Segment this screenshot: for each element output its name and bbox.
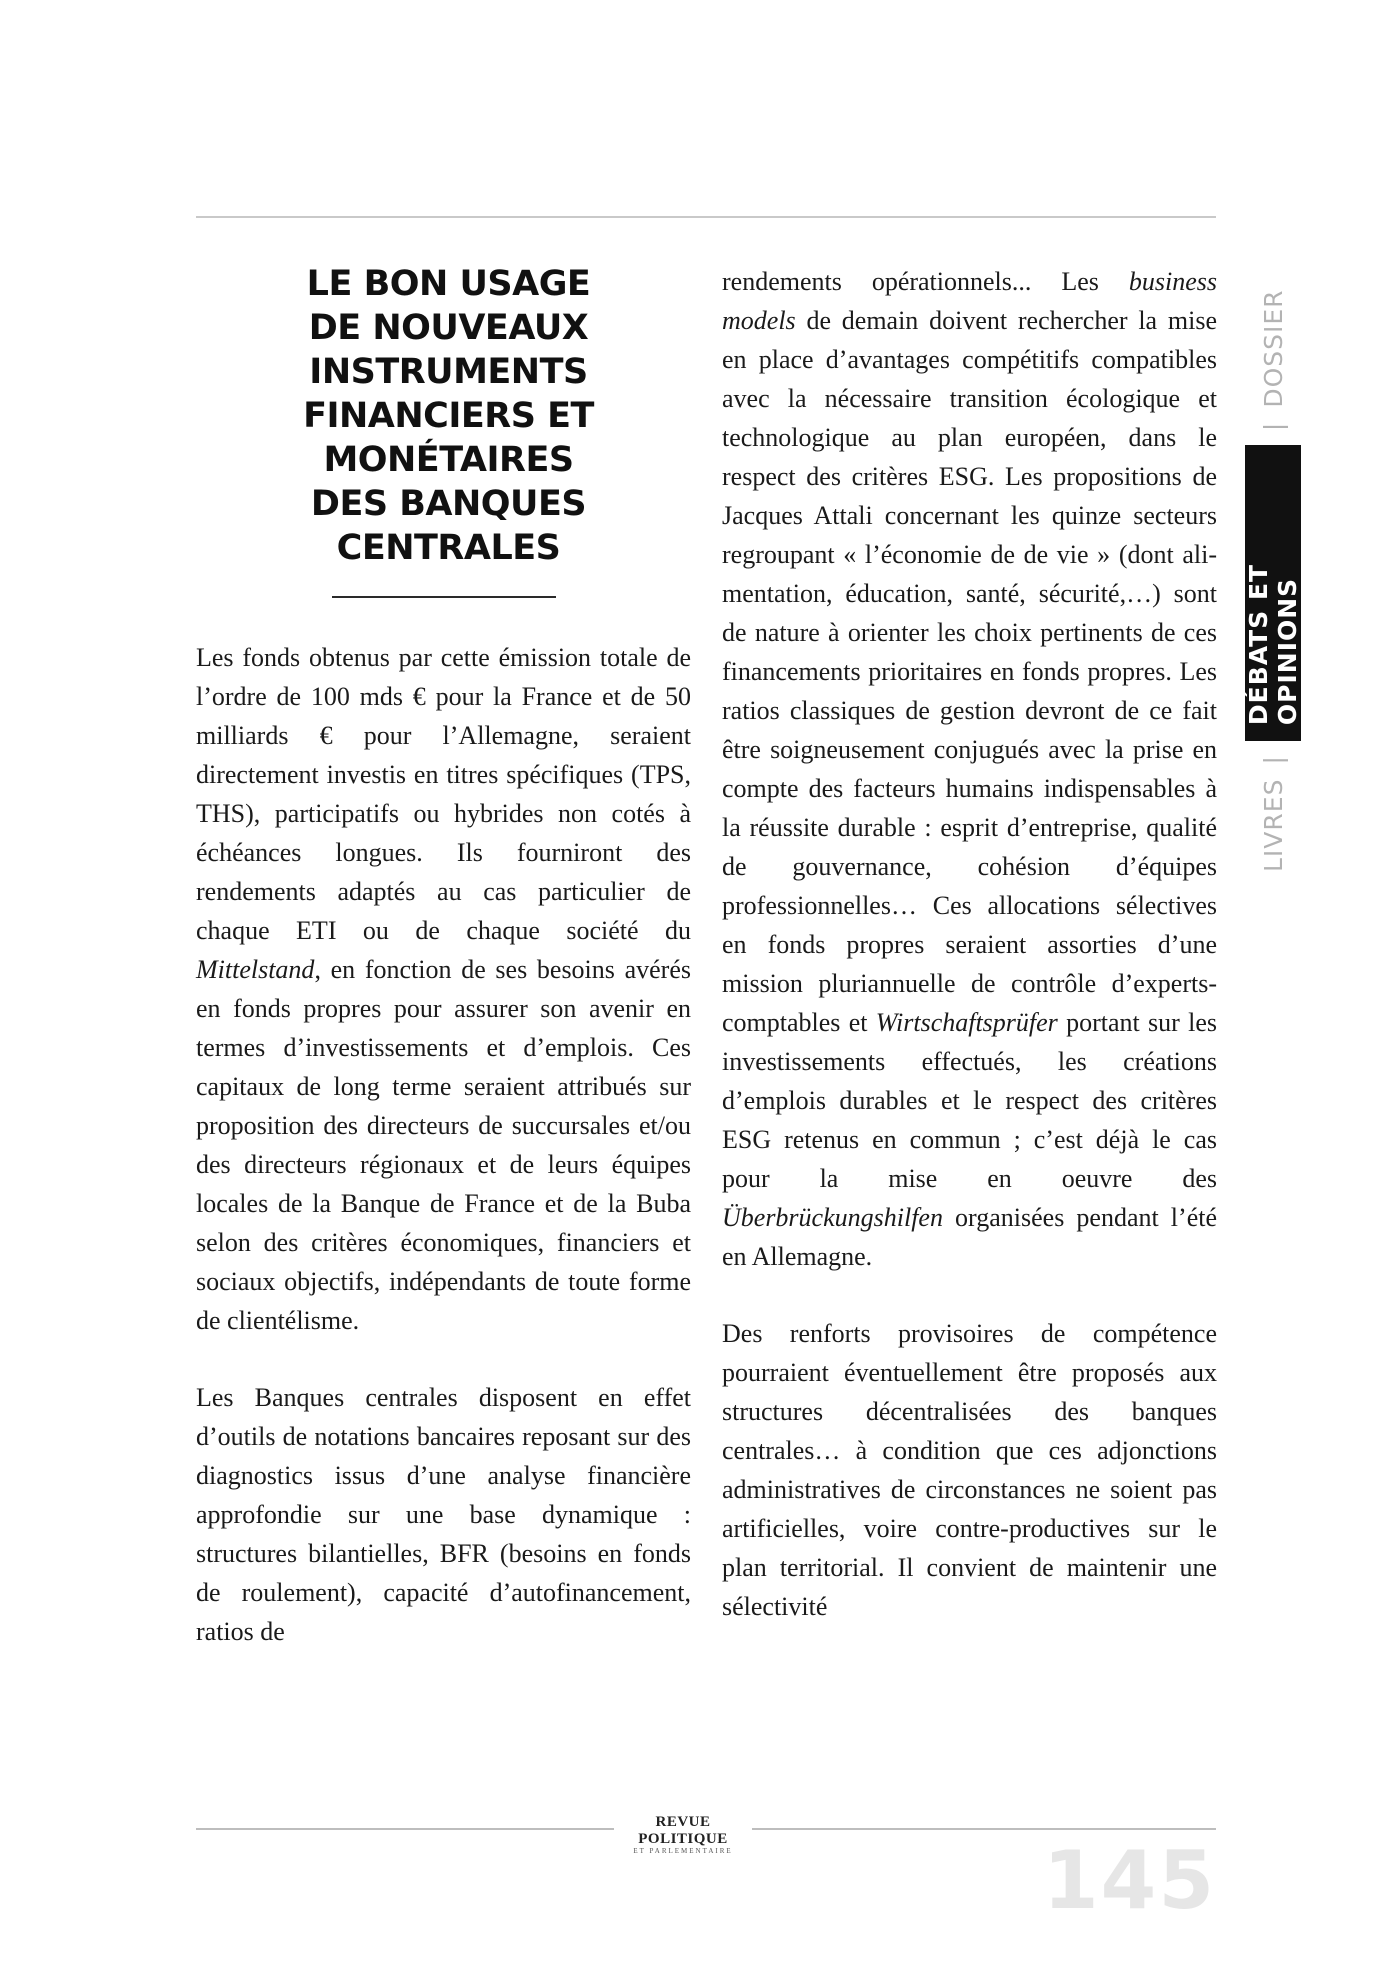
sidebar-label-debats-active: DÉBATS ET OPINIONS — [1245, 445, 1301, 741]
sidebar-label-dossier: DOSSIER — [1258, 289, 1288, 408]
text-run: organisées pendant l’été en Allemagne. — [722, 1203, 1217, 1271]
heading-line: LE BON USAGE — [306, 264, 591, 304]
body-paragraph: Des renforts provisoires de compétence pourraient éventuellement être proposés aux structures décentralisées des banques centrales… à condition que ces adjonctions administratives de circonstances ne soient pas artificielles, voire contre-productives sur le plan territorial. Il convient de maintenir une sélectivité — [722, 1319, 1217, 1621]
body-paragraph — [196, 638, 691, 1340]
right-column — [722, 262, 1217, 1626]
section-heading — [206, 262, 691, 570]
sidebar-label-livres: LIVRES — [1258, 778, 1288, 872]
footer-rule-left — [196, 1828, 614, 1830]
italic-term: Überbrückungshilfen — [722, 1203, 943, 1232]
italic-term: Wirtschaftsprüfer — [875, 1008, 1058, 1037]
text-run: de demain doivent rechercher la mise en place d’avantages compétitifs compatibles avec la nécessaire transition écologique et technologique au plan européen, dans le respect des critères ESG. Les propositions de Jacques Attali concernant les quinze secteurs regroupant « l’économie de de vie » (dont alimentation, éducation, santé, sécurité,…) sont de nature à orienter les choix pertinents de ces financements prioritaires en fonds propres. Les ratios classiques de gestion devront de ce fait être soigneusement conjugués avec la prise en compte des facteurs humains indispensables à la réussite durable : esprit d’entreprise, qualité de gouvernance, cohésion d’équipes professionnelles… Ces allocations sélectives en fonds propres seraient assorties d’une mission pluriannuelle de contrôle d’experts-comptables et — [722, 306, 1217, 1037]
heading-line: DE NOUVEAUX — [308, 308, 589, 348]
heading-line: DES BANQUES — [310, 484, 587, 524]
footer-rule-right — [752, 1828, 1216, 1830]
text-run: portant sur les investissements effectués, les créations d’emplois durables et le respect des critères ESG retenus en commun ; c’est déjà le cas pour la mise en oeuvre des — [722, 1008, 1217, 1193]
heading-line: FINANCIERS ET — [303, 396, 594, 436]
top-rule — [196, 216, 1216, 218]
italic-term: Mittelstand — [196, 955, 315, 984]
page-number: 145 — [1043, 1834, 1216, 1927]
section-sidebar — [1245, 262, 1301, 882]
sidebar-separator: | — [1258, 421, 1288, 432]
logo-title: REVUE POLITIQUE — [638, 1814, 728, 1847]
sidebar-labels — [1245, 262, 1301, 882]
heading-underline — [332, 596, 556, 598]
left-column — [196, 262, 691, 1651]
text-run: rendements opérationnels... Les — [722, 267, 1129, 296]
text-run: , en fonction de ses besoins avérés en fonds propres pour assurer son avenir en termes d’investissements et d’emplois. Ces capitaux de long terme seraient attribués sur proposition des directeurs de succursales et/ou des directeurs régionaux et de leurs équipes locales de la Banque de France et de la Buba selon des critères économiques, financiers et sociaux objectifs, indépendants de toute forme de clientélisme. — [196, 955, 691, 1335]
body-paragraph — [722, 262, 1217, 1276]
text-run: Les fonds obtenus par cette émission totale de l’ordre de 100 mds € pour la France et de 50 milliards € pour l’Allemagne, seraient directement investis en titres spécifiques (TPS, THS), participatifs ou hybrides non cotés à échéances longues. Ils fourniront des rendements adaptés au cas particulier de chaque ETI ou de chaque société du — [196, 643, 691, 945]
logo-subtitle: ET PARLEMENTAIRE — [633, 1847, 733, 1855]
body-paragraph: Les Banques centrales disposent en effet d’outils de notations bancaires reposant sur des diagnostics issus d’une analyse financière approfondie sur une base dynamique : structures bilantielles, BFR (besoins en fonds de roulement), capacité d’autofinancement, ratios de — [196, 1383, 691, 1646]
sidebar-separator: | — [1258, 755, 1288, 765]
italic-term: business models — [722, 267, 1217, 335]
journal-logo — [620, 1814, 746, 1855]
heading-line: INSTRUMENTS — [309, 352, 588, 392]
heading-line: MONÉTAIRES — [323, 440, 574, 480]
heading-line: CENTRALES — [336, 528, 561, 568]
